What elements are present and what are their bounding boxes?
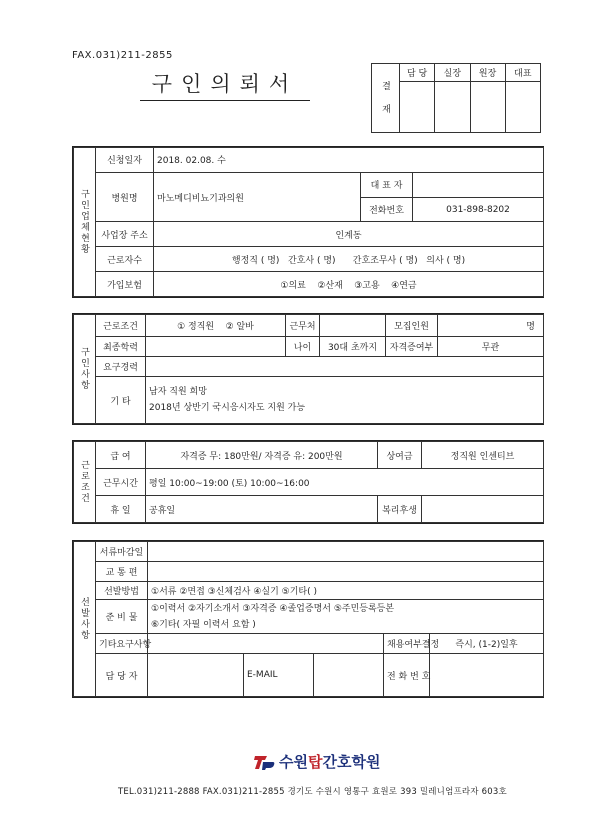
approval-sign-cell (435, 82, 470, 133)
age-label: 나이 (286, 337, 320, 357)
address-value: 인계동 (154, 222, 544, 247)
decision-value: 즉시, (1-2)일후 (430, 634, 544, 654)
holiday-label: 휴 일 (96, 496, 146, 523)
cond-parttime: ② 알바 (225, 322, 254, 332)
etc-line-2: 2018년 상반기 국시응시자도 지원 가능 (149, 403, 306, 413)
hours-value: 평일 10:00~19:00 (토) 10:00~16:00 (146, 469, 544, 496)
edu-label: 최종학력 (96, 337, 146, 357)
cond-fulltime: ① 정직원 (177, 322, 215, 332)
approval-header-staff: 담 당 (400, 64, 435, 82)
academy-logo (253, 751, 380, 772)
workers-nurse-aide: 간호조무사 ( 명) (352, 255, 418, 266)
date-label: 신청일자 (96, 148, 154, 173)
email-label: E-MAIL (244, 654, 314, 697)
employer-section (72, 146, 544, 298)
insurance-value (154, 272, 544, 297)
holiday-value: 공휴일 (146, 496, 378, 523)
cond-label: 근로조건 (96, 315, 146, 337)
age-value: 30대 초까지 (320, 337, 386, 357)
footer-contact: TEL.031)211-2888 FAX.031)211-2855 경기도 수원시 영통구 효원로 393 밀레니엄프라자 603호 (118, 787, 507, 797)
phone-label: 전화번호 (361, 197, 413, 222)
conditions-side-label: 근로조건 (74, 442, 96, 523)
deadline-label: 서류마감일 (96, 542, 148, 562)
approval-sign-cell (505, 82, 540, 133)
prep-line-2: ⑥기타( 자필 이력서 요함 ) (151, 619, 256, 630)
employer-side-label: 구인업체현황 (74, 148, 96, 297)
salary-value: 자격증 무: 180만원/ 자격증 유: 200만원 (146, 442, 378, 469)
recruit-value: 명 (438, 315, 544, 337)
ceo-label: 대 표 자 (361, 172, 413, 197)
career-label: 요구경력 (96, 357, 146, 377)
email-value (314, 654, 384, 697)
other-label: 기타요구사항 (96, 634, 148, 654)
manager-label: 담 당 자 (96, 654, 148, 697)
transport-label: 교 통 편 (96, 562, 148, 582)
job-section (72, 313, 544, 425)
insurance-label: 가입보험 (96, 272, 154, 297)
approval-sign-cell (470, 82, 505, 133)
deadline-value (148, 542, 544, 562)
license-value: 무관 (438, 337, 544, 357)
workers-value (154, 247, 544, 272)
workers-doctor: 의사 ( 명) (426, 255, 466, 266)
selection-section (72, 540, 544, 698)
edu-value (146, 337, 286, 357)
etc-value (146, 377, 544, 424)
manager-value (148, 654, 244, 697)
place-label: 근무처 (286, 315, 320, 337)
welfare-value (422, 496, 544, 523)
insurance-employment: ③고용 (354, 280, 380, 291)
workers-label: 근로자수 (96, 247, 154, 272)
phone-value: 031-898-8202 (413, 197, 544, 222)
prep-label: 준 비 물 (96, 600, 148, 634)
recruit-label: 모집인원 (386, 315, 438, 337)
document-title: 구인의뢰서 (140, 68, 310, 101)
prep-value (148, 600, 544, 634)
prep-line-1: ①이력서 ②자기소개서 ③자격증 ④졸업증명서 ⑤주민등록등본 (151, 603, 395, 614)
workers-nurse: 간호사 ( 명) (288, 255, 336, 266)
bonus-value: 정직원 인센티브 (422, 442, 544, 469)
etc-label: 기 타 (96, 377, 146, 424)
place-value (320, 315, 386, 337)
transport-value (148, 562, 544, 582)
address-label: 사업장 주소 (96, 222, 154, 247)
workers-admin: 행정직 ( 명) (231, 255, 280, 266)
tel-value (430, 654, 544, 697)
fax-number: FAX.031)211-2855 (72, 50, 173, 61)
selection-side-label: 선발사항 (74, 542, 96, 697)
conditions-section (72, 440, 544, 524)
decision-label: 채용여부결정 (384, 634, 430, 654)
cond-value (146, 315, 286, 337)
bonus-label: 상여금 (378, 442, 422, 469)
approval-table (371, 63, 541, 133)
welfare-label: 복리후생 (378, 496, 422, 523)
insurance-medical: ①의료 (280, 280, 306, 291)
hours-label: 근무시간 (96, 469, 146, 496)
approval-sign-cell (400, 82, 435, 133)
approval-label: 결 재 (372, 64, 400, 133)
method-label: 선발방법 (96, 582, 148, 600)
license-label: 자격증여부 (386, 337, 438, 357)
hospital-label: 병원명 (96, 172, 154, 222)
etc-line-1: 남자 직원 희망 (149, 387, 207, 397)
approval-header-ceo: 대표 (505, 64, 540, 82)
approval-header-director: 원장 (470, 64, 505, 82)
hospital-value: 마노메디비뇨기과의원 (154, 172, 361, 222)
date-value: 2018. 02.08. 수 (154, 148, 544, 173)
other-value (148, 634, 384, 654)
job-side-label: 구인사항 (74, 315, 96, 424)
tel-label: 전 화 번 호 (384, 654, 430, 697)
method-value: ①서류 ②면접 ③신체검사 ④실기 ⑤기타( ) (148, 582, 544, 600)
ceo-value (413, 172, 544, 197)
insurance-pension: ④연금 (391, 280, 417, 291)
academy-name: 수원탑간호학원 (279, 753, 381, 771)
academy-logo-icon (253, 753, 275, 771)
salary-label: 급 여 (96, 442, 146, 469)
insurance-accident: ②산재 (317, 280, 343, 291)
career-value (146, 357, 544, 377)
approval-header-manager: 실장 (435, 64, 470, 82)
